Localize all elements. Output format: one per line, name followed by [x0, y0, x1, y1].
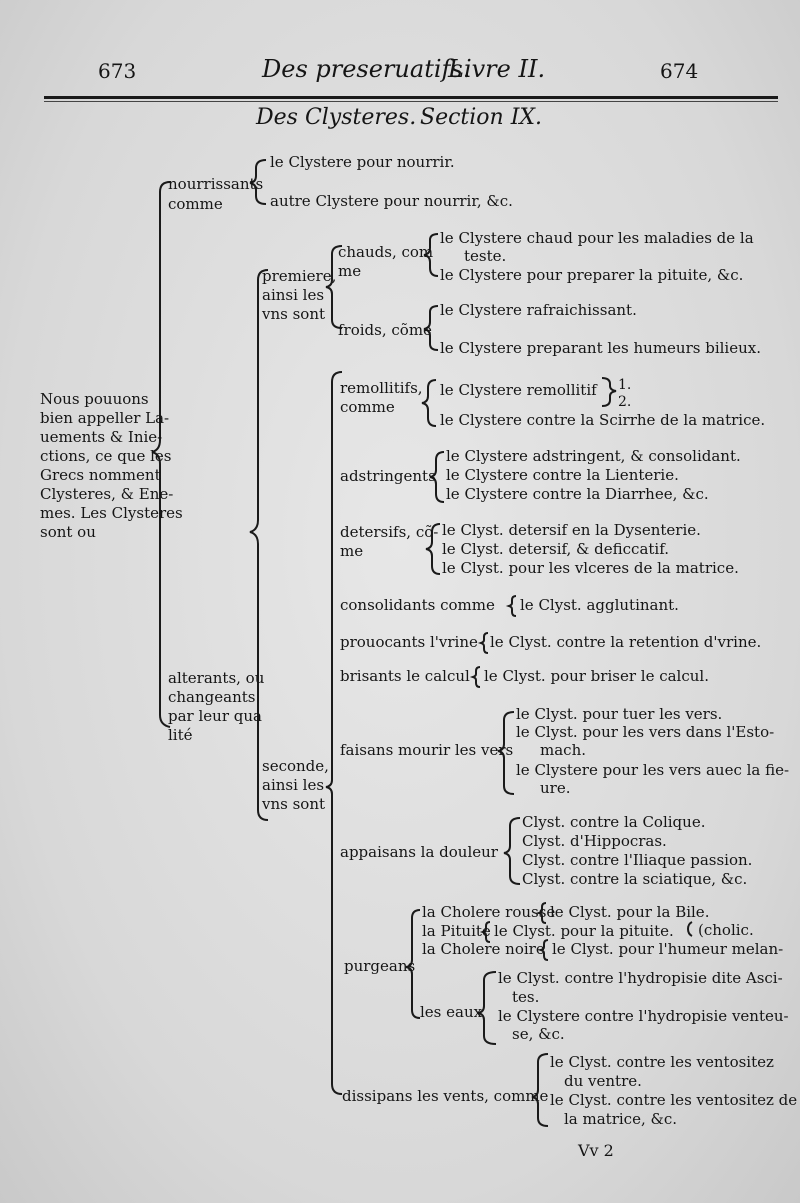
alterants-line-2: changeants: [168, 688, 256, 706]
signature-mark: Vv 2: [578, 1141, 614, 1160]
brisants-label: brisants le calcul: [340, 667, 470, 685]
cholere-rousse-label: la Cholere rousse: [422, 903, 556, 921]
adstringents-label: adstringents: [340, 467, 436, 485]
root-line-7: mes. Les Clysteres: [40, 504, 183, 522]
pituite-item: le Clyst. pour la pituite.: [494, 922, 674, 940]
nourrissants-label: nourrissants: [168, 175, 264, 193]
chauds-item-2: le Clystere pour preparer la pituite, &c.: [440, 266, 744, 284]
dissipans-label: dissipans les vents, comme: [342, 1087, 549, 1105]
appaisans-item-4: Clyst. contre la sciatique, &c.: [522, 870, 748, 888]
root-line-6: Clysteres, & Ene-: [40, 485, 174, 503]
remollitifs-mark-1: 1.: [618, 377, 632, 393]
cholere-rousse-item: le Clyst. pour la Bile.: [550, 903, 710, 921]
faisans-item-2-cont: mach.: [540, 741, 586, 759]
page-number-right: 674: [660, 59, 699, 83]
root-line-2: bien appeller La-: [40, 409, 170, 427]
root-line-1: Nous pouuons: [40, 390, 149, 408]
adstringents-item-3: le Clystere contre la Diarrhee, &c.: [446, 485, 709, 503]
prouocants-item: le Clyst. contre la retention d'vrine.: [490, 633, 762, 651]
remollitifs-item-1: le Clystere remollitif: [440, 381, 597, 399]
pituite-overflow: (cholic.: [698, 921, 754, 939]
detersifs-comme: me: [340, 542, 364, 560]
root-line-4: ctions, ce que les: [40, 447, 172, 465]
chauds-label: chauds, com: [338, 243, 434, 261]
nourrissants-comme: comme: [168, 195, 223, 213]
chauds-comme: me: [338, 262, 362, 280]
detersifs-item-2: le Clyst. detersif, & deficcatif.: [442, 540, 670, 558]
premiere-line-1: premiere,: [262, 267, 337, 285]
detersifs-item-3: le Clyst. pour les vlceres de la matrice.: [442, 559, 739, 577]
froids-item-2: le Clystere preparant les humeurs bilieux.: [440, 339, 761, 357]
page-number-left: 673: [98, 59, 137, 83]
remollitifs-label: remollitifs,: [340, 379, 423, 397]
purgeans-label: purgeans: [344, 957, 416, 975]
eaux-label: les eaux: [420, 1003, 483, 1021]
cholere-noire-item: le Clyst. pour l'humeur melan-: [552, 940, 784, 958]
premiere-line-3: vns sont: [262, 305, 326, 323]
section-title: Des Clysteres.: [256, 105, 417, 130]
faisans-item-1: le Clyst. pour tuer les vers.: [516, 705, 723, 723]
appaisans-label: appaisans la douleur: [340, 843, 498, 861]
cholere-noire-label: la Cholere noire: [422, 940, 545, 958]
detersifs-item-1: le Clyst. detersif en la Dysenterie.: [442, 521, 701, 539]
faisans-item-3: le Clystere pour les vers auec la fie-: [516, 761, 790, 779]
seconde-line-2: ainsi les: [262, 776, 325, 794]
premiere-line-2: ainsi les: [262, 286, 325, 304]
appaisans-item-2: Clyst. d'Hippocras.: [522, 832, 667, 850]
root-line-8: sont ou: [40, 523, 96, 541]
running-title: Des preseruatifs.: [262, 55, 471, 83]
froids-item-1: le Clystere rafraichissant.: [440, 301, 637, 319]
detersifs-label: detersifs, cõ-: [340, 523, 439, 541]
nourrissants-item-1: le Clystere pour nourrir.: [270, 153, 455, 171]
remollitifs-mark-2: 2.: [618, 394, 632, 410]
faisans-item-3-cont: ure.: [540, 779, 571, 797]
seconde-line-3: vns sont: [262, 795, 326, 813]
faisans-label: faisans mourir les vers: [340, 741, 514, 759]
eaux-item-1-cont: tes.: [512, 988, 540, 1006]
dissipans-item-2-cont: la matrice, &c.: [564, 1110, 678, 1128]
alterants-line-1: alterants, ou: [168, 669, 265, 687]
adstringents-item-1: le Clystere adstringent, & consolidant.: [446, 447, 741, 465]
froids-label: froids, cõme: [338, 321, 432, 339]
chauds-item-1: le Clystere chaud pour les maladies de la: [440, 229, 754, 247]
adstringents-item-2: le Clystere contre la Lienterie.: [446, 466, 679, 484]
alterants-line-4: lité: [168, 726, 193, 744]
appaisans-item-3: Clyst. contre l'Iliaque passion.: [522, 851, 753, 869]
faisans-item-2: le Clyst. pour les vers dans l'Esto-: [516, 723, 775, 741]
book-number: Livre II.: [448, 55, 546, 83]
eaux-item-1: le Clyst. contre l'hydropisie dite Asci-: [498, 969, 783, 987]
dissipans-item-2: le Clyst. contre les ventositez de: [550, 1091, 798, 1109]
root-line-5: Grecs nomment: [40, 466, 161, 484]
nourrissants-item-2: autre Clystere pour nourrir, &c.: [270, 192, 513, 210]
prouocants-label: prouocants l'vrine: [340, 633, 478, 651]
consolidants-label: consolidants comme: [340, 596, 495, 614]
root-line-3: uements & Inie-: [40, 428, 163, 446]
eaux-item-2: le Clystere contre l'hydropisie venteu-: [498, 1007, 789, 1025]
brisants-item: le Clyst. pour briser le calcul.: [484, 667, 709, 685]
pituite-label: la Pituite: [422, 922, 491, 940]
alterants-line-3: par leur qua: [168, 707, 262, 725]
appaisans-item-1: Clyst. contre la Colique.: [522, 813, 706, 831]
consolidants-item: le Clyst. agglutinant.: [520, 596, 679, 614]
section-number: Section IX.: [420, 105, 543, 130]
chauds-item-1-cont: teste.: [464, 247, 507, 265]
remollitifs-comme: comme: [340, 398, 395, 416]
seconde-line-1: seconde,: [262, 757, 329, 775]
dissipans-item-1-cont: du ventre.: [564, 1072, 642, 1090]
dissipans-item-1: le Clyst. contre les ventositez: [550, 1053, 774, 1071]
eaux-item-2-cont: se, &c.: [512, 1025, 565, 1043]
remollitifs-item-2: le Clystere contre la Scirrhe de la matrice.: [440, 411, 766, 429]
